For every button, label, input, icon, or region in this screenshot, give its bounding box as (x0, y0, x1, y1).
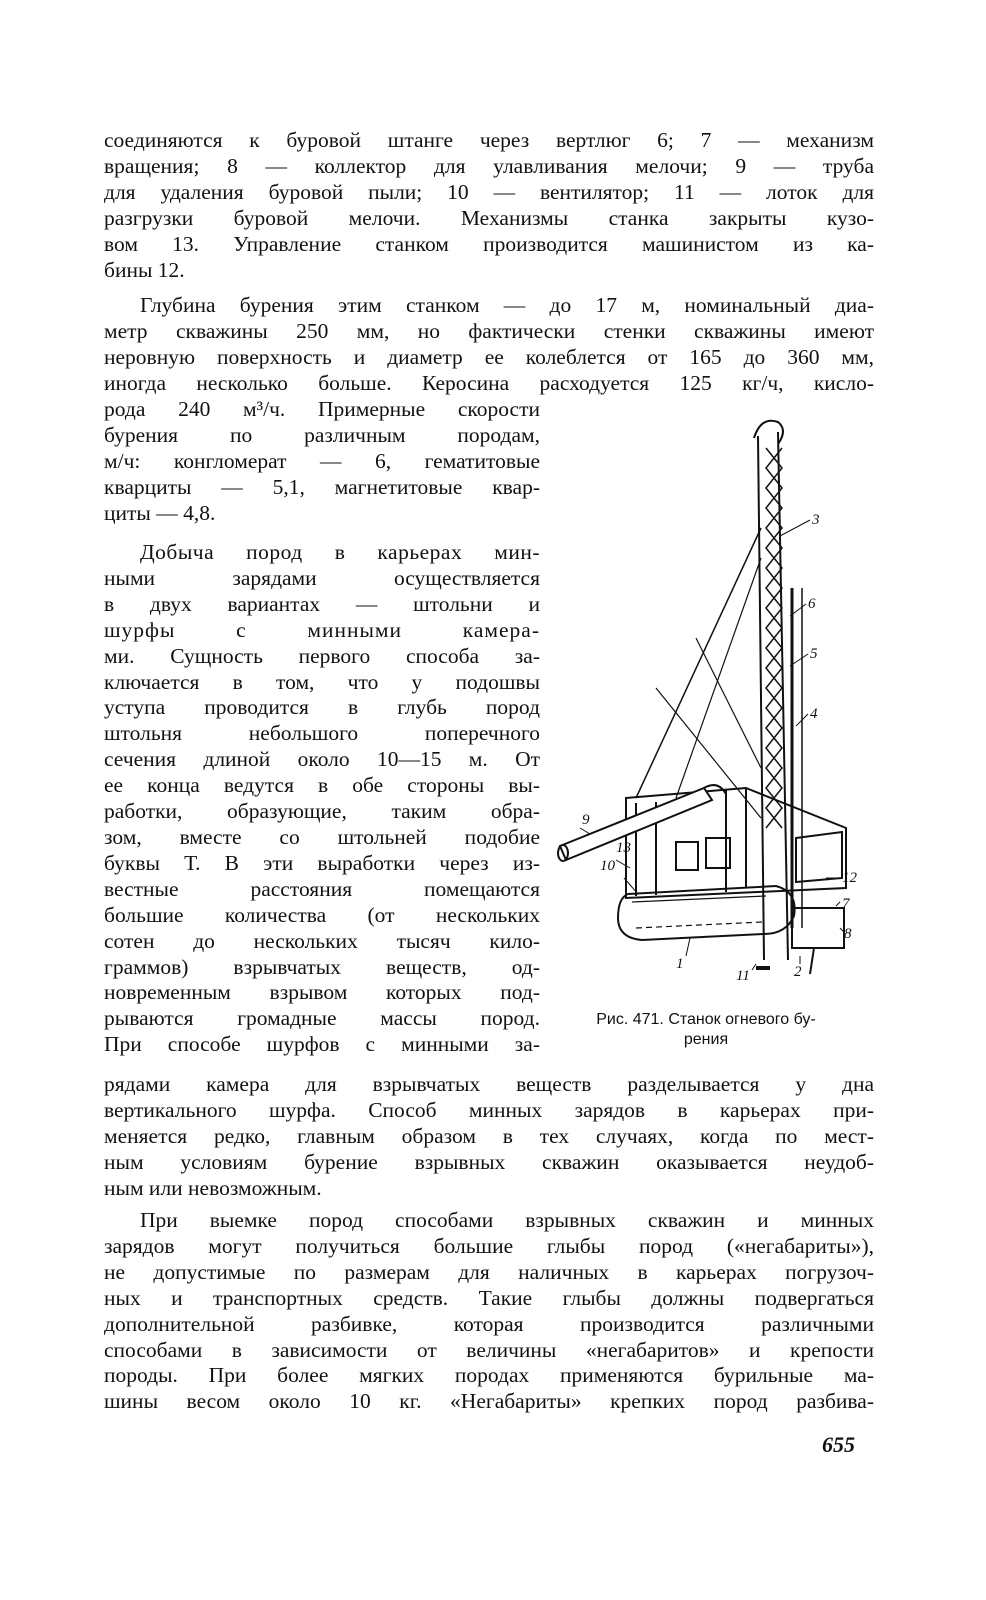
text-line: работки, образующие, таким обра- (104, 799, 540, 824)
figure-caption (546, 1010, 866, 1050)
text-line: неровную поверхность и диаметр ее колеблется от 165 до 360 мм, (104, 344, 874, 369)
text-line: зом, вместе со штольней подобие (104, 824, 540, 849)
callout-13: 13 (616, 840, 631, 856)
callout-12: 12 (842, 870, 857, 886)
text-line: ным условиям бурение взрывных скважин оказывается неудоб- (104, 1149, 874, 1174)
paragraph-3-narrow (104, 540, 540, 1058)
text-line: рываются громадные массы пород. (104, 1006, 540, 1031)
callout-6: 6 (808, 596, 816, 612)
text-line: циты — 4,8. (104, 500, 216, 525)
paragraph-2-full (104, 293, 874, 397)
text-line: породы. При более мягких породах применяются бурильные ма- (104, 1363, 874, 1388)
text-line: вом 13. Управление станком производится машинистом из ка- (104, 231, 874, 256)
text-line: ее конца ведутся в обе стороны вы- (104, 773, 540, 798)
page-number: 655 (822, 1432, 855, 1457)
paragraph-1 (104, 128, 874, 283)
text-line: рядами камера для взрывчатых веществ разделывается у дна (104, 1072, 874, 1096)
text-line: в двух вариантах — штольни и (104, 591, 540, 616)
caption-line: рения (683, 1031, 729, 1048)
text-line: большие количества (от нескольких (104, 902, 540, 927)
callout-3: 3 (812, 512, 820, 528)
text-line: меняется редко, главным образом в тех случаях, когда по мест- (104, 1123, 874, 1148)
text-line: уступа проводится в глубь пород (104, 695, 540, 720)
text-line: ных и транспортных средств. Такие глыбы должны подвергаться (104, 1285, 874, 1310)
text-line: кварциты — 5,1, магнетитовые квар- (104, 474, 540, 499)
callout-2: 2 (794, 964, 802, 980)
text-line: способами в зависимости от величины «негабаритов» и крепости (104, 1337, 874, 1362)
text-line: вращения; 8 — коллектор для улавливания мелочи; 9 — труба (104, 153, 874, 178)
text-line: разгрузки буровой мелочи. Механизмы станка закрыты кузо- (104, 205, 874, 230)
text-line: зарядов могут получиться большие глыбы пород («негабариты»), (104, 1233, 874, 1258)
text-line: ключается в том, что у подошвы (104, 669, 540, 694)
text-line: не допустимые по размерам для наличных в карьерах погрузоч- (104, 1259, 874, 1284)
text-line: вестные расстояния помещаются (104, 876, 540, 901)
callout-7: 7 (842, 896, 850, 912)
text-line: При способе шурфов с минными за- (104, 1032, 540, 1057)
text-line: вертикального шурфа. Способ минных зарядов в карьерах при- (104, 1097, 874, 1122)
paragraph-3-full (104, 1072, 874, 1202)
callout-10: 10 (600, 858, 615, 874)
text-line: шины весом около 10 кг. «Негабариты» крепких пород разбива- (104, 1389, 874, 1414)
text-line: Добыча пород в карьерах мин- (140, 540, 540, 564)
text-line: штольня небольшого поперечного (104, 721, 540, 746)
text-line: метр скважины 250 мм, но фактически стенки скважины имеют (104, 318, 874, 343)
paragraph-2-narrow (104, 397, 540, 527)
text-line: буквы Т. В эти выработки через из- (104, 850, 540, 875)
text-line: ми. Сущность первого способа за- (104, 643, 540, 668)
text-line: Глубина бурения этим станком — до 17 м, номинальный диа- (140, 293, 874, 317)
text-line: новременным взрывом которых под- (104, 980, 540, 1005)
text-line: сотен до нескольких тысяч кило- (104, 928, 540, 953)
caption-line: Рис. 471. Станок огневого бу- (596, 1011, 816, 1028)
text-line: для удаления буровой пыли; 10 — вентилятор; 11 — лоток для (104, 179, 874, 204)
callout-1: 1 (676, 956, 684, 972)
text-line: м/ч: конгломерат — 6, гематитовые (104, 448, 540, 473)
callout-4: 4 (810, 706, 818, 722)
text-line: При выемке пород способами взрывных скважин и минных (140, 1208, 874, 1232)
text-line: ным или невозможным. (104, 1175, 322, 1200)
text-line: ными зарядами осуществляется (104, 565, 540, 590)
callout-8: 8 (844, 926, 852, 942)
text-line: бурения по различным породам, (104, 422, 540, 447)
text-line: граммов) взрывчатых веществ, од- (104, 954, 540, 979)
text-line: дополнительной разбивке, которая производится различными (104, 1311, 874, 1336)
callout-9: 9 (582, 812, 590, 828)
text-line: сечения длиной около 10—15 м. От (104, 747, 540, 772)
drilling-rig-illustration (556, 408, 876, 1008)
text-line: рода 240 м³/ч. Примерные скорости (104, 397, 540, 421)
text-line: соединяются к буровой штанге через вертлюг 6; 7 — механизм (104, 128, 874, 152)
callout-11: 11 (736, 968, 750, 984)
text-line: бины 12. (104, 257, 185, 282)
text-line: шурфы с минными камера- (104, 617, 540, 642)
callout-5: 5 (810, 646, 818, 662)
paragraph-4 (104, 1208, 874, 1415)
text-line: иногда несколько больше. Керосина расходуется 125 кг/ч, кисло- (104, 370, 874, 395)
